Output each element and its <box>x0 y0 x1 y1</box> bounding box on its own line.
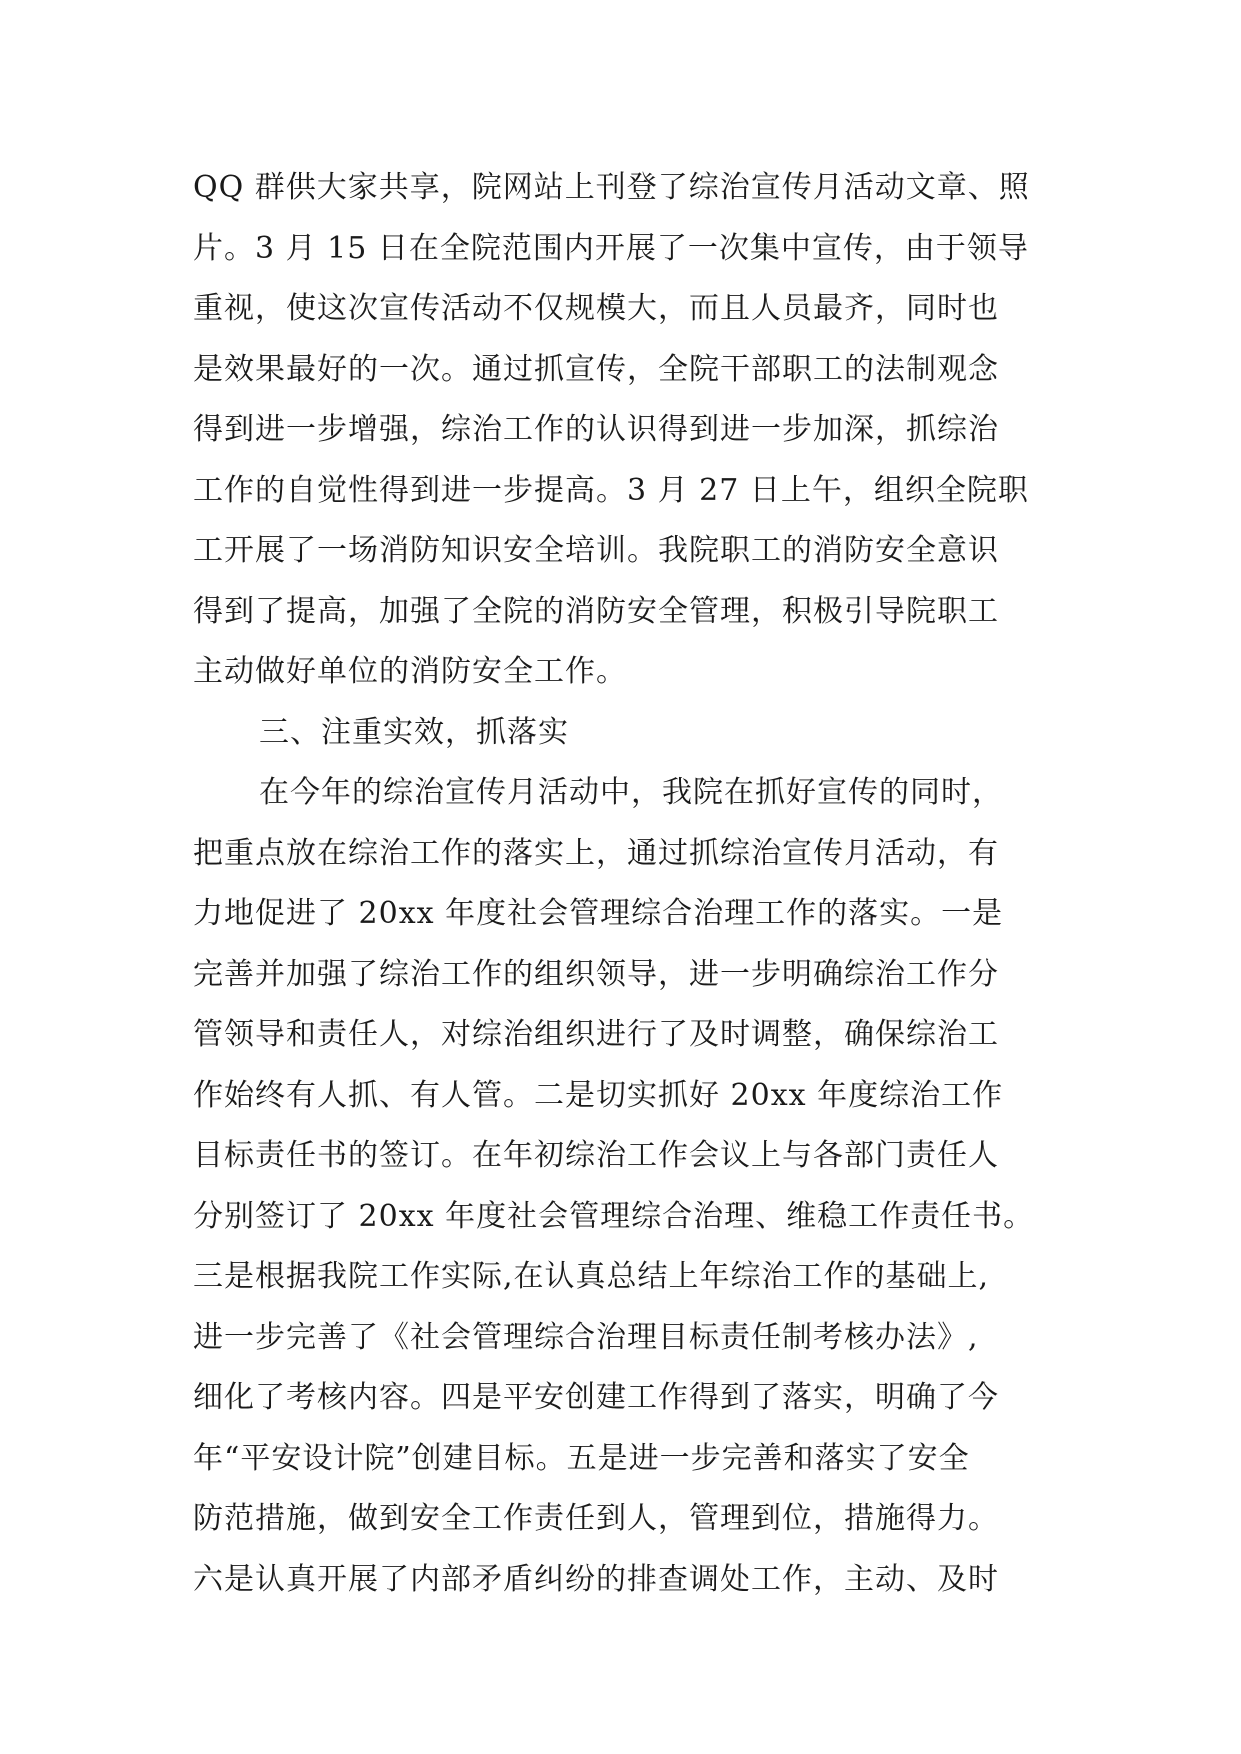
paragraph-first-line: 在今年的综治宣传月活动中，我院在抓好宣传的同时， <box>259 775 1003 810</box>
text-line: 得到进一步增强，综治工作的认识得到进一步加深，抓综治 <box>193 412 999 447</box>
text-line: QQ 群供大家共享，院网站上刊登了综治宣传月活动文章、照 <box>193 170 1030 205</box>
text-line: 目标责任书的签订。在年初综治工作会议上与各部门责任人 <box>193 1138 999 1173</box>
text-line: 力地促进了 20xx 年度社会管理综合治理工作的落实。一是 <box>193 896 1004 931</box>
text-line: 是效果最好的一次。通过抓宣传，全院干部职工的法制观念 <box>193 351 999 387</box>
text-line: 重视，使这次宣传活动不仅规模大，而且人员最齐，同时也 <box>193 291 999 326</box>
text-line: 分别签订了 20xx 年度社会管理综合治理、维稳工作责任书。 <box>193 1198 1035 1234</box>
text-line: 年“平安设计院”创建目标。五是进一步完善和落实了安全 <box>193 1440 970 1476</box>
text-line: 六是认真开展了内部矛盾纠纷的排查调处工作，主动、及时 <box>193 1561 999 1597</box>
text-line: 片。3 月 15 日在全院范围内开展了一次集中宣传，由于领导 <box>193 230 1029 266</box>
body-text <box>193 158 1073 1610</box>
text-line: 主动做好单位的消防安全工作。 <box>193 654 627 689</box>
text-line: 防范措施，做到安全工作责任到人，管理到位，措施得力。 <box>193 1501 999 1536</box>
text-line: 工作的自觉性得到进一步提高。3 月 27 日上午，组织全院职 <box>193 472 1029 508</box>
text-line: 得到了提高，加强了全院的消防安全管理，积极引导院职工 <box>193 593 999 629</box>
text-line: 管领导和责任人，对综治组织进行了及时调整，确保综治工 <box>193 1017 999 1052</box>
text-line: 进一步完善了《社会管理综合治理目标责任制考核办法》, <box>193 1319 979 1355</box>
text-line: 完善并加强了综治工作的组织领导，进一步明确综治工作分 <box>193 956 999 992</box>
section-heading: 三、注重实效，抓落实 <box>259 714 569 750</box>
text-line: 细化了考核内容。四是平安创建工作得到了落实，明确了今 <box>193 1380 999 1415</box>
text-line: 工开展了一场消防知识安全培训。我院职工的消防安全意识 <box>193 533 999 568</box>
text-line: 三是根据我院工作实际,在认真总结上年综治工作的基础上, <box>193 1259 990 1294</box>
text-line: 作始终有人抓、有人管。二是切实抓好 20xx 年度综治工作 <box>193 1077 1004 1113</box>
text-line: 把重点放在综治工作的落实上，通过抓综治宣传月活动，有 <box>193 835 999 871</box>
